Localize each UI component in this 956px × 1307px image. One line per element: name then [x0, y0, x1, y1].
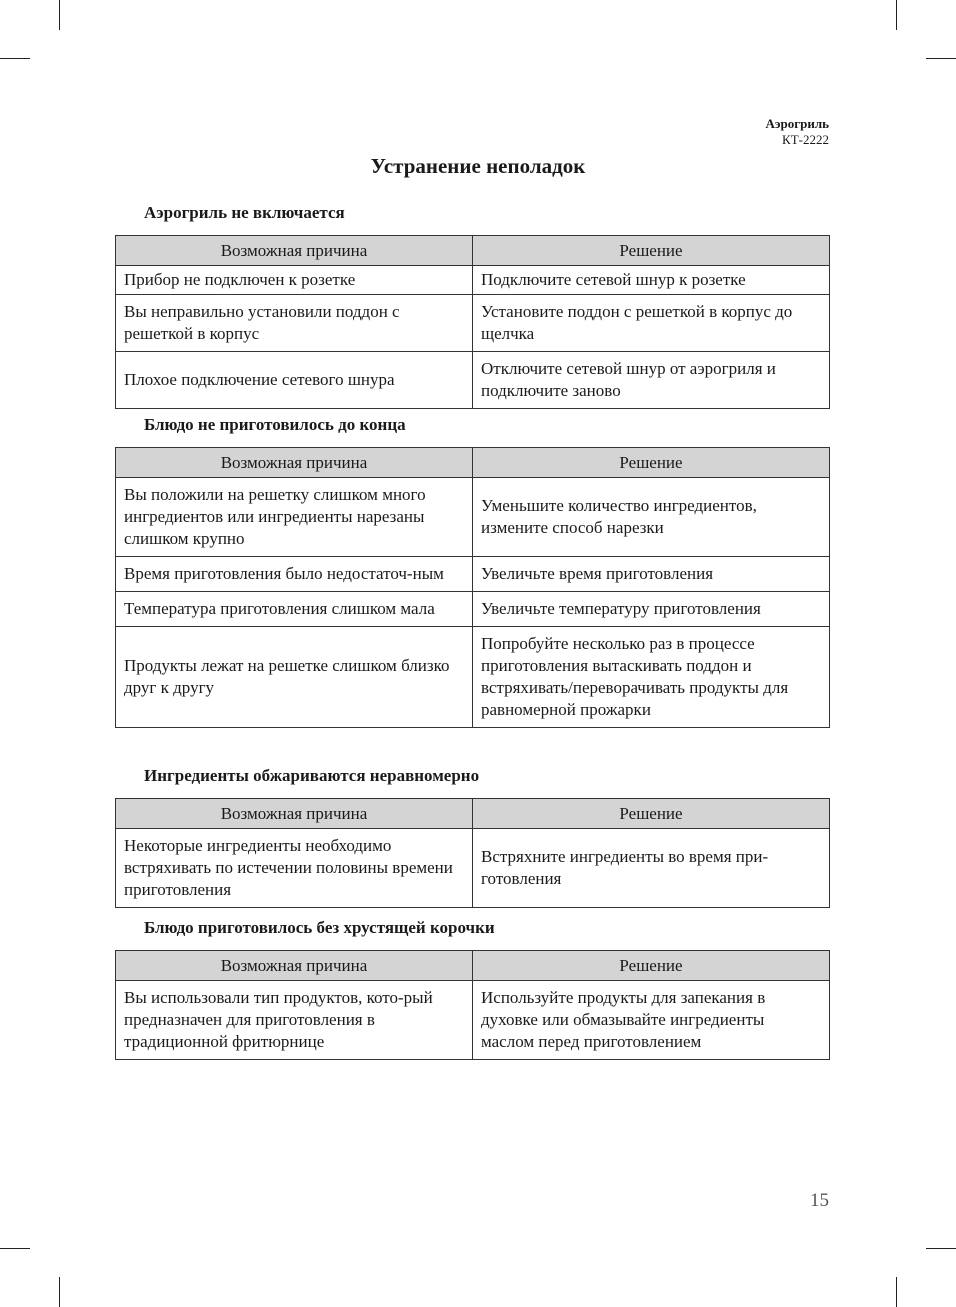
solution-cell: Увеличьте время приготовления: [473, 557, 830, 592]
page-number: 15: [810, 1190, 829, 1211]
troubleshooting-table: [115, 950, 830, 1060]
table-row: [116, 829, 830, 908]
column-header-cause: Возможная причина: [116, 448, 473, 478]
table-row: [116, 266, 830, 295]
crop-mark: [896, 0, 897, 30]
crop-mark: [0, 58, 30, 59]
cause-cell: Температура приготовления слишком мала: [116, 592, 473, 627]
cause-cell: Вы использовали тип продуктов, кото-рый предназначен для приготовления в традиционной фритюрнице: [116, 981, 473, 1060]
running-header: [765, 116, 829, 148]
column-header-solution: Решение: [473, 799, 830, 829]
table-row: [116, 592, 830, 627]
column-header-solution: Решение: [473, 236, 830, 266]
column-header-cause: Возможная причина: [116, 951, 473, 981]
troubleshooting-table: [115, 235, 830, 409]
header-brand: Аэрогриль: [765, 116, 829, 131]
cause-cell: Вы положили на решетку слишком много ингредиентов или ингредиенты нарезаны слишком крупно: [116, 478, 473, 557]
section-heading: Блюдо приготовилось без хрустящей корочки: [144, 918, 495, 937]
header-model: КТ-2222: [782, 132, 829, 147]
solution-cell: Отключите сетевой шнур от аэрогриля и подключите заново: [473, 352, 830, 409]
column-header-cause: Возможная причина: [116, 799, 473, 829]
solution-cell: Подключите сетевой шнур к розетке: [473, 266, 830, 295]
troubleshooting-table: [115, 447, 830, 728]
cause-cell: Время приготовления было недостаточ-ным: [116, 557, 473, 592]
cause-cell: Продукты лежат на решетке слишком близко друг к другу: [116, 627, 473, 728]
table-row: [116, 295, 830, 352]
table-header-row: [116, 448, 830, 478]
section-heading: Аэрогриль не включается: [144, 203, 345, 222]
table-header-row: [116, 951, 830, 981]
table-row: [116, 352, 830, 409]
solution-cell: Попробуйте несколько раз в процессе приготовления вытаскивать поддон и встряхивать/переворачивать продукты для равномерной прожарки: [473, 627, 830, 728]
solution-cell: Установите поддон с решеткой в корпус до щелчка: [473, 295, 830, 352]
solution-cell: Встряхните ингредиенты во время при-готовления: [473, 829, 830, 908]
page-title: Устранение неполадок: [370, 154, 586, 178]
table-row: [116, 981, 830, 1060]
crop-mark: [926, 1248, 956, 1249]
table-row: [116, 627, 830, 728]
table-header-row: [116, 236, 830, 266]
column-header-solution: Решение: [473, 448, 830, 478]
column-header-solution: Решение: [473, 951, 830, 981]
crop-mark: [59, 0, 60, 30]
table-header-row: [116, 799, 830, 829]
cause-cell: Прибор не подключен к розетке: [116, 266, 473, 295]
solution-cell: Увеличьте температуру приготовления: [473, 592, 830, 627]
crop-mark: [896, 1277, 897, 1307]
crop-mark: [0, 1248, 30, 1249]
solution-cell: Уменьшите количество ингредиентов, измените способ нарезки: [473, 478, 830, 557]
column-header-cause: Возможная причина: [116, 236, 473, 266]
crop-mark: [59, 1277, 60, 1307]
cause-cell: Плохое подключение сетевого шнура: [116, 352, 473, 409]
solution-cell: Используйте продукты для запекания в духовке или обмазывайте ингредиенты маслом перед приготовлением: [473, 981, 830, 1060]
section-heading: Ингредиенты обжариваются неравномерно: [144, 766, 480, 785]
table-row: [116, 557, 830, 592]
troubleshooting-table: [115, 798, 830, 908]
section-heading: Блюдо не приготовилось до конца: [144, 415, 406, 434]
table-row: [116, 478, 830, 557]
cause-cell: Вы неправильно установили поддон с решеткой в корпус: [116, 295, 473, 352]
cause-cell: Некоторые ингредиенты необходимо встряхивать по истечении половины времени приготовления: [116, 829, 473, 908]
crop-mark: [926, 58, 956, 59]
